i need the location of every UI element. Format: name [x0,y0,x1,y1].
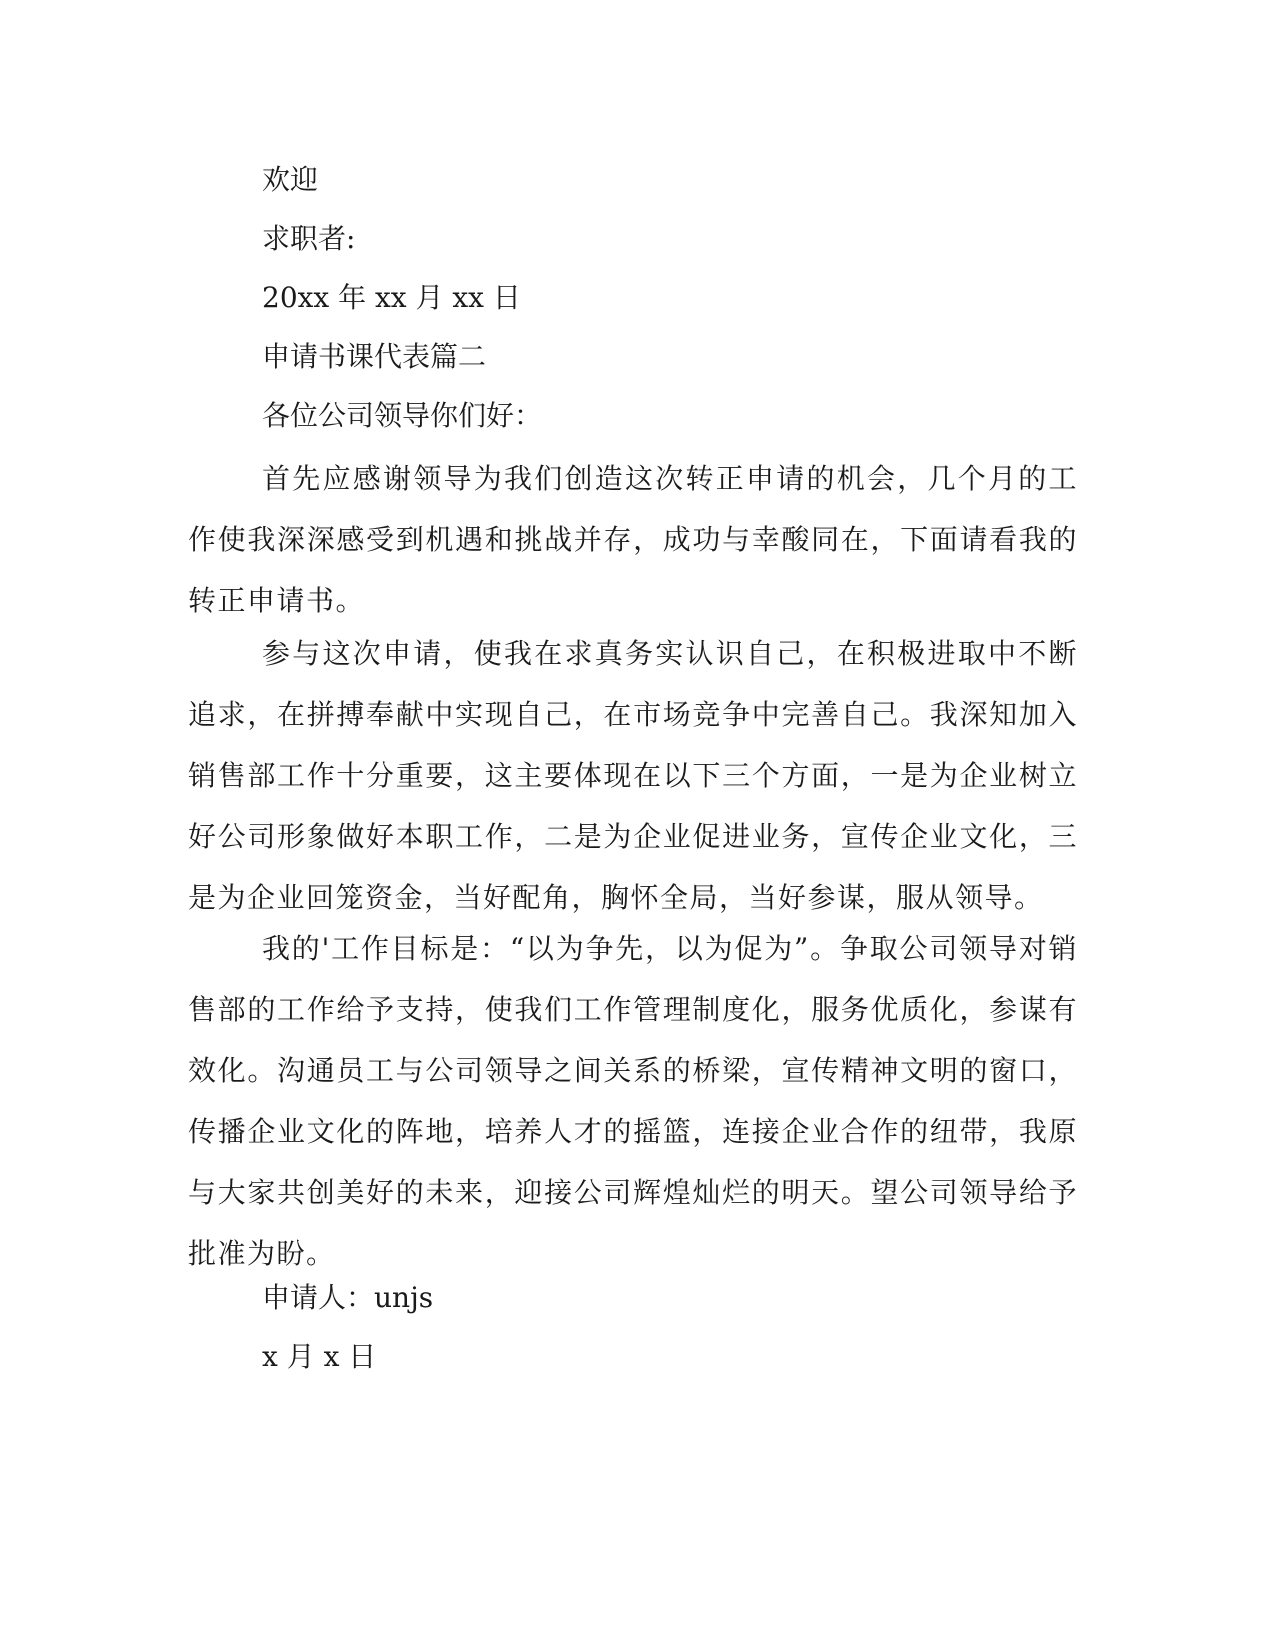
applicant-label: 求职者: [262,222,356,255]
section-title: 申请书课代表篇二 [262,340,487,373]
paragraph-2: 参与这次申请，使我在求真务实认识自己，在积极进取中不断追求，在拼搏奉献中实现自己，在市场竞争中完善自己。我深知加入销售部工作十分重要，这主要体现在以下三个方面，一是为企业树立好公司形象做好本职工作，二是为企业促进业务，宣传企业文化，三是为企业回笼资金，当好配角，胸怀全局，当好参谋，服从领导。 [188,637,1078,914]
welcome-line: 欢迎 [262,163,319,196]
paragraph-1: 首先应感谢领导为我们创造这次转正申请的机会，几个月的工作使我深深感受到机遇和挑战并存，成功与幸酸同在，下面请看我的转正申请书。 [188,462,1078,617]
paragraph-3: 我的'工作目标是：“以为争先，以为促为”。争取公司领导对销售部的工作给予支持，使我们工作管理制度化，服务优质化，参谋有效化。沟通员工与公司领导之间关系的桥梁，宣传精神文明的窗口，传播企业文化的阵地，培养人才的摇篮，连接企业合作的纽带，我原与大家共创美好的未来，迎接公司辉煌灿烂的明天。望公司领导给予批准为盼。 [188,932,1078,1270]
date-line-top: 20xx 年 xx 月 xx 日 [262,281,521,314]
salutation: 各位公司领导你们好： [262,399,543,432]
signature-line: 申请人：unjs [262,1281,434,1314]
date-line-bottom: x 月 x 日 [262,1340,377,1373]
